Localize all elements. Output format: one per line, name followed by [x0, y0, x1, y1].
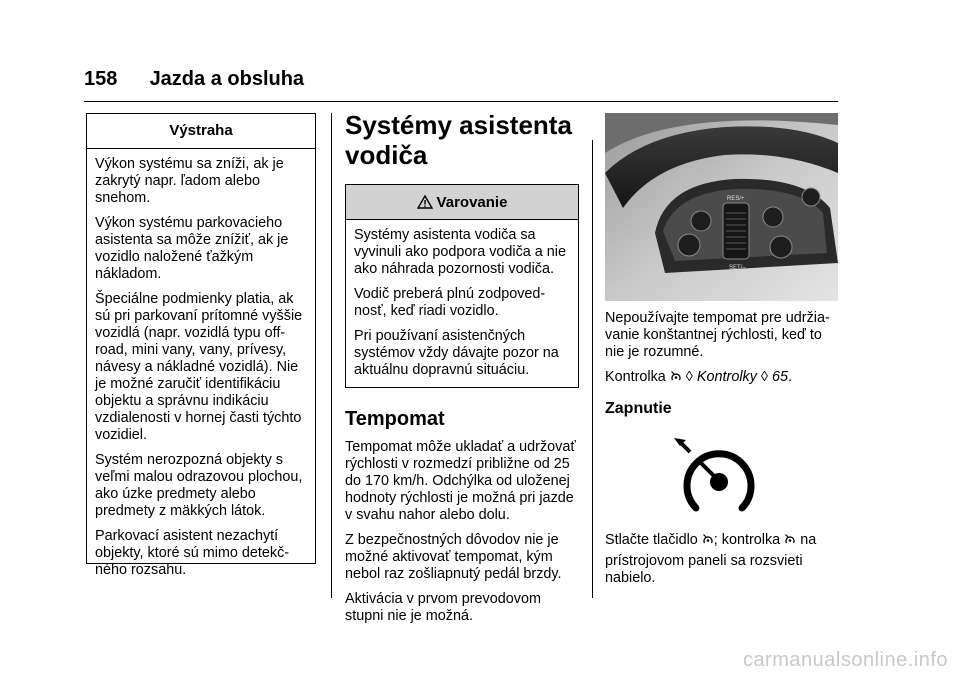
header-divider [84, 101, 838, 102]
cruise-control-icon [671, 371, 681, 382]
cruise-control-symbol-icon [672, 432, 760, 516]
warning-paragraph: Systém nerozpozná objekty s veľmi malou odrazovou plochou, ako úzke predmety alebo predmety z mäkkých látok. [95, 452, 303, 519]
page-ref-icon: ◊ [685, 369, 693, 385]
warning-title: Výstraha [87, 114, 315, 149]
press-instruction-line2: prístrojovom paneli sa rozsvieti nabielo. [605, 553, 803, 586]
press-part3: na [800, 532, 817, 548]
warning-paragraph: Špeciálne podmienky platia, ak sú pri parkovaní prítomné vyššie vozidlá (napr. vozidlá typu off-road, mini vany, vany, prívesy, návesy a nákladné vozidlá). Nie je možné zaručiť identifikáciu objektu a správnu indikáciu vzdialenosti v hornej časti týchto vozidiel. [95, 291, 303, 443]
set-minus-label: SET/– [729, 265, 746, 271]
section-heading: Systémy asistenta vodiča [345, 110, 572, 170]
indicator-reference [605, 369, 840, 386]
indicators-link[interactable]: Kontrolky [696, 369, 757, 385]
press-instruction [605, 532, 840, 549]
subsection-heading-activation: Zapnutie [605, 400, 672, 417]
body-paragraph: Tempomat môže ukladať a udržovať rýchlosti v rozmedzí približne od 25 do 170 km/h. Odchýlka od uloženej hodnoty rýchlosti je možná pri jazde v svahu nahor alebo dolu. [345, 439, 576, 523]
intro-paragraph: Nepoužívajte tempomat pre udržiavanie konštantnej rýchlosti, keď to nie je rozumné. [605, 310, 830, 360]
middle-column [345, 110, 580, 633]
caution-box [345, 184, 579, 388]
cruise-control-icon [785, 534, 795, 545]
right-column-text [605, 310, 840, 417]
warning-body [87, 149, 315, 579]
body-paragraph: Aktivácia v prvom prevodovom stupni nie je možná. [345, 591, 541, 624]
caution-paragraph: Pri používaní asistenčných systémov vždy dávajte pozor na aktuálnu dopravnú situáciu. [354, 328, 559, 378]
caution-triangle-icon [417, 195, 433, 209]
caution-header [346, 185, 578, 220]
activation-text [605, 532, 840, 587]
caution-paragraph: Vodič preberá plnú zodpovednosť, keď riadi vozidlo. [354, 286, 546, 319]
watermark: carmanualsonline.info [742, 649, 948, 671]
cruise-control-icon [703, 534, 713, 545]
warning-paragraph: Výkon systému sa zníži, ak je zakrytý napr. ľadom alebo snehom. [95, 156, 284, 206]
subsection-heading: Tempomat [345, 408, 445, 430]
indicator-prefix: Kontrolka [605, 369, 666, 385]
press-part1: Stlačte tlačidlo [605, 532, 698, 548]
chapter-title: Jazda a obsluha [149, 68, 305, 90]
page-ref-icon: ◊ [760, 369, 769, 385]
page-header [84, 68, 304, 91]
caution-body [346, 220, 578, 379]
column-divider-left [331, 113, 332, 598]
column-divider-right [592, 140, 593, 598]
warning-paragraph: Parkovací asistent nezachytí objekty, ktoré sú mimo detekčného rozsahu. [95, 528, 290, 578]
page-number: 158 [84, 68, 118, 90]
warning-paragraph: Výkon systému parkovacieho asistenta sa môže znížiť, ak je vozidlo naložené ťažkým nákladom. [95, 215, 289, 282]
press-part2: ; kontrolka [713, 532, 781, 548]
body-paragraph: Z bezpečnostných dôvodov nie je možné aktivovať tempomat, kým nebol raz zošliapnutý pedál brzdy. [345, 532, 562, 582]
steering-wheel-photo [605, 113, 838, 301]
res-plus-label: RES/+ [727, 196, 745, 202]
caution-paragraph: Systémy asistenta vodiča sa vyvinuli ako podpora vodiča a nie ako náhrada pozornosti vodiča. [354, 227, 566, 277]
warning-box [86, 113, 316, 578]
caution-title: Varovanie [436, 193, 508, 211]
indicator-suffix: . [788, 369, 793, 385]
indicators-page[interactable]: 65 [772, 369, 789, 385]
